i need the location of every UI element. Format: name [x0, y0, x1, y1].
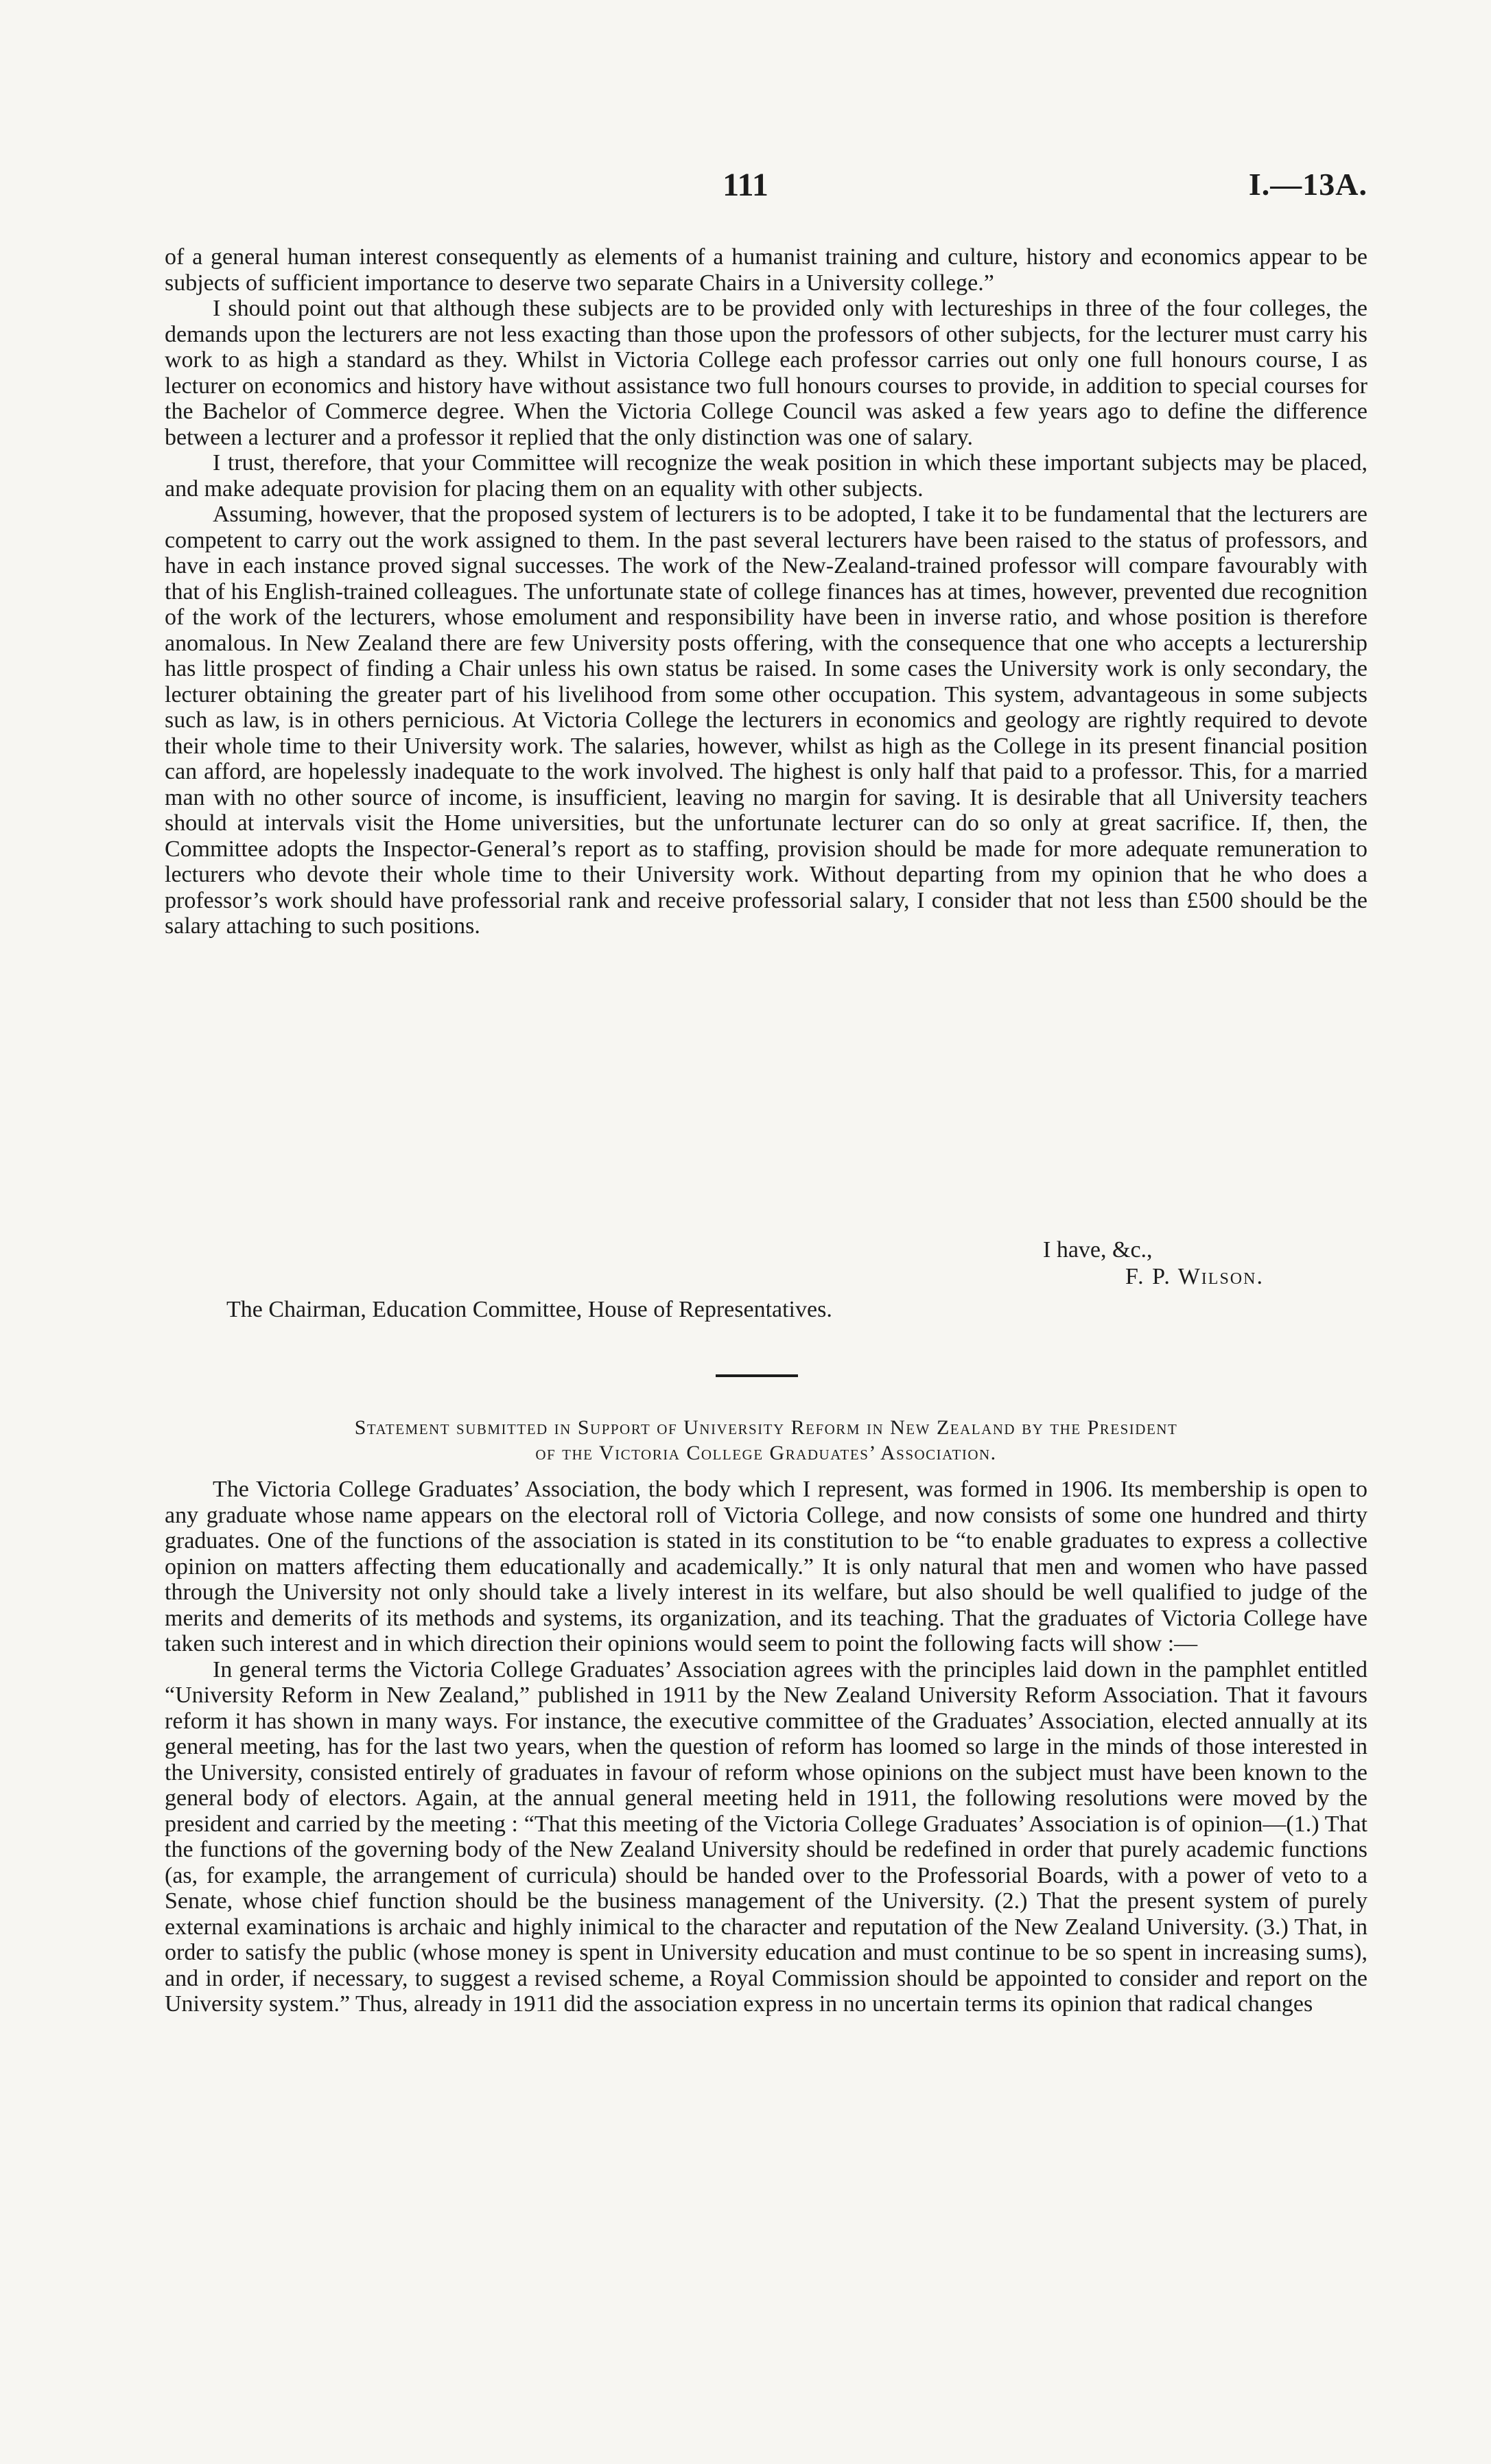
- statement-paragraph: The Victoria College Graduates’ Association, the body which I represent, was formed in 1906. Its membership is open to any graduate whose name appears on the electoral roll of Victoria College, and now consists of some one hundred and thirty graduates. One of the functions of the association is stated in its constitution to be “to enable graduates to express a collective opinion on matters affecting them educationally and academically.” It is only natural that men and women who have passed through the University not only should take a lively interest in its welfare, but also should be well qualified to judge of the merits and demerits of its methods and systems, its organization, and its teaching. That the graduates of Victoria College have taken such interest and in which direction their opinions would seem to point the following facts will show :—: [165, 1477, 1367, 1656]
- statement-body: [165, 1477, 1367, 2017]
- letter-addressee: The Chairman, Education Committee, House of Representatives.: [226, 1297, 832, 1322]
- letter-paragraph: Assuming, however, that the proposed system of lecturers is to be adopted, I take it to be fundamental that the lecturers are competent to carry out the work assigned to them. In the past several lecturers have been raised to the status of professors, and have in each instance proved signal successes. The work of the New-Zealand-trained professor will compare favourably with that of his English-trained colleagues. The unfortunate state of college finances has at times, however, prevented due recognition of the work of the lecturers, whose emolument and responsibility have been in inverse ratio, and whose position is therefore anomalous. In New Zealand there are few University posts offering, with the consequence that one who accepts a lecturership has little prospect of finding a Chair unless his own status be raised. In some cases the University work is only secondary, the lecturer obtaining the greater part of his livelihood from some other occupation. This system, advantageous in some subjects such as law, is in others pernicious. At Victoria College the lecturers in economics and geology are rightly required to devote their whole time to their University work. The salaries, however, whilst as high as the College in its present financial position can afford, are hopelessly inadequate to the work involved. The highest is only half that paid to a professor. This, for a married man with no other source of income, is insufficient, leaving no margin for saving. It is desirable that all University teachers should at intervals visit the Home universities, but the unfortunate lecturer can do so only at great sacrifice. If, then, the Committee adopts the Inspector-General’s report as to staffing, provision should be made for more adequate remuneration to lecturers who devote their whole time to their University work. Without departing from my opinion that he who does a professor’s work should have professorial rank and receive professorial salary, I consider that not less than £500 should be the salary attaching to such positions.: [165, 502, 1367, 939]
- statement-heading-line: of the Victoria College Graduates’ Association.: [535, 1442, 997, 1464]
- letter-body: [165, 244, 1367, 939]
- statement-heading-line: Statement submitted in Support of University Reform in New Zealand by the President: [354, 1416, 1178, 1439]
- page-number: 111: [723, 167, 768, 203]
- letter-paragraph: I trust, therefore, that your Committee will recognize the weak position in which these important subjects may be placed, and make adequate provision for placing them on an equality with other subjects.: [165, 450, 1367, 502]
- document-reference: I.—13A.: [1248, 167, 1367, 202]
- closing-text: I have, &c.,: [1043, 1237, 1153, 1263]
- statement-heading: [165, 1415, 1367, 1466]
- statement-paragraph: In general terms the Victoria College Graduates’ Association agrees with the principles laid down in the pamphlet entitled “University Reform in New Zealand,” published in 1911 by the New Zealand University Reform Association. That it favours reform it has shown in many ways. For instance, the executive committee of the Graduates’ Association, elected annually at its general meeting, has for the last two years, when the question of reform has loomed so large in the minds of those interested in the University, consisted entirely of graduates in favour of reform whose opinions on the subject must have been known to the general body of electors. Again, at the annual general meeting held in 1911, the following resolutions were moved by the president and carried by the meeting : “That this meeting of the Victoria College Graduates’ Association is of opinion—(1.) That the functions of the governing body of the New Zealand University should be redefined in order that purely academic functions (as, for example, the arrangement of curricula) should be handed over to the Professorial Boards, with a power of veto to a Senate, whose chief function should be the business management of the University. (2.) That the present system of purely external examinations is archaic and highly inimical to the character and reputation of the New Zealand University. (3.) That, in order to satisfy the public (whose money is spent in University education and must continue to be so spent in increasing sums), and in order, if necessary, to suggest a revised scheme, a Royal Commission should be appointed to consider and report on the University system.” Thus, already in 1911 did the association express in no uncertain terms its opinion that radical changes: [165, 1656, 1367, 2017]
- section-divider: [716, 1374, 798, 1377]
- signature-name: F. P. Wilson.: [1125, 1264, 1264, 1289]
- letter-paragraph: of a general human interest consequently as elements of a humanist training and culture, history and economics appear to be subjects of sufficient importance to deserve two separate Chairs in a University college.”: [165, 244, 1367, 296]
- letter-paragraph: I should point out that although these subjects are to be provided only with lectureships in three of the four colleges, the demands upon the lecturers are not less exacting than those upon the professors of other subjects, for the lecturer must carry his work to as high a standard as they. Whilst in Victoria College each professor carries out only one full honours course, I as lecturer on economics and history have without assistance two full honours courses to provide, in addition to special courses for the Bachelor of Commerce degree. When the Victoria College Council was asked a few years ago to define the difference between a lecturer and a professor it replied that the only distinction was one of salary.: [165, 296, 1367, 450]
